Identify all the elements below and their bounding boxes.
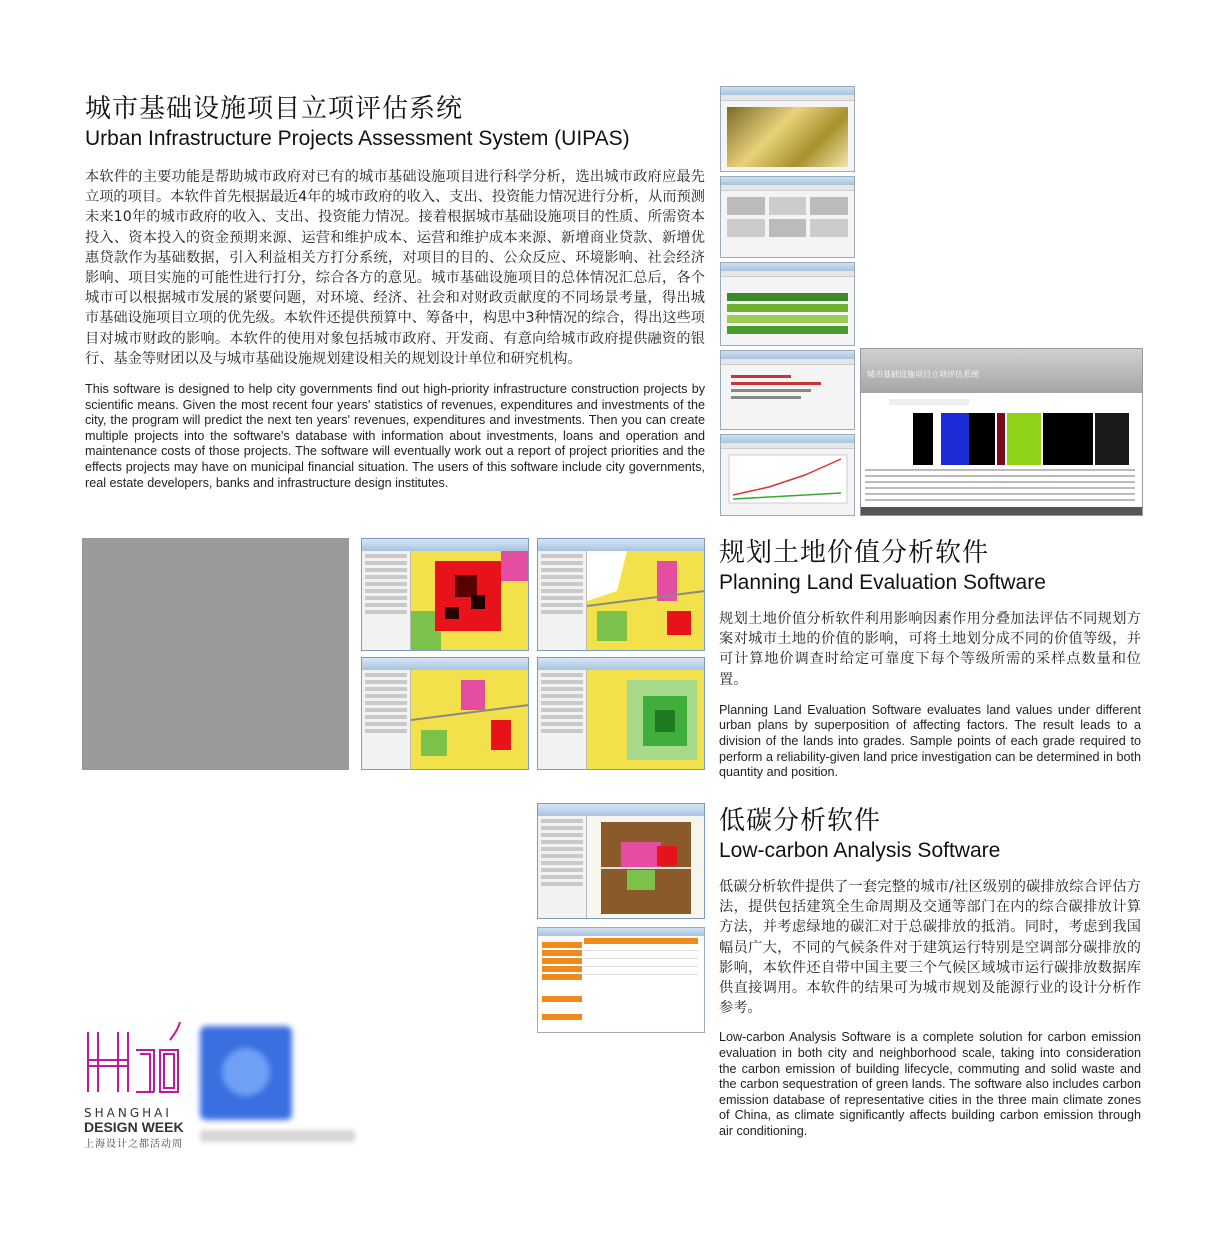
uipas-title-en: Urban Infrastructure Projects Assessment System (UIPAS) bbox=[85, 127, 630, 150]
uipas-screenshot-4 bbox=[720, 350, 855, 430]
land-map-screenshot-3 bbox=[361, 657, 529, 770]
blurred-partner-caption bbox=[200, 1130, 355, 1142]
land-plan-map-3 bbox=[411, 670, 529, 770]
uipas-table-graphic bbox=[861, 393, 1142, 515]
carbon-body-cn: 低碳分析软件提供了一套完整的城市/社区级别的碳排放综合评估方法，提供包括建筑全生命周期及交通等部门在内的综合碳排放计算方法，并考虑绿地的碳汇对于总碳排放的抵消。同时，考虑到我国幅员广大，不同的气候条件对于建筑运行特别是空调部分碳排放的影响，本软件还自带中国主要三个气候区域城市运行碳排放数据库供直接调用。本软件的结果可为城市规划及能源行业的设计分析作参考。 bbox=[719, 879, 1141, 1017]
land-section bbox=[719, 532, 1141, 781]
logo-line-1: SHANGHAI bbox=[84, 1106, 172, 1120]
carbon-table-graphic bbox=[538, 936, 704, 1032]
logo-line-3: 上海设计之都活动周 bbox=[84, 1139, 183, 1150]
carbon-title-en: Low-carbon Analysis Software bbox=[719, 839, 1001, 862]
uipas-project-table-screenshot bbox=[860, 348, 1143, 516]
uipas-screenshot-column bbox=[720, 86, 855, 516]
uipas-screenshot-5 bbox=[720, 434, 855, 516]
carbon-title-cn: 低碳分析软件 bbox=[719, 806, 882, 836]
land-heatmap-green bbox=[587, 670, 705, 770]
carbon-table-screenshot bbox=[537, 927, 705, 1033]
uipas-screenshot-2 bbox=[720, 176, 855, 258]
land-map-screenshot-1 bbox=[361, 538, 529, 651]
uipas-screenshot-3 bbox=[720, 262, 855, 346]
land-body-cn: 规划土地价值分析软件利用影响因素作用分叠加法评估不同规划方案对城市土地的价值的影响，可将土地划分成不同的价值等级，并可计算地价调查时给定可靠度下每个等级所需的采样点数量和位置。 bbox=[719, 611, 1141, 688]
land-title-cn: 规划土地价值分析软件 bbox=[719, 538, 990, 568]
uipas-screen-header: 城市基础设施项目立项评估系统 bbox=[867, 370, 979, 379]
uipas-section bbox=[85, 88, 705, 491]
uipas-body-en: This software is designed to help city governments find out high-priority infrastructure construction projects by scientific means. Given the most recent four years' statistics of revenues, expenditures and investments of the city, the program will predict the next ten years' revenues, expenditures and investments. Then you can create multiple projects into the software's database with information about investments, loans and operation and maintenance costs of those projects. The software will eventually work out a report of project priorities and the effects projects may have on municipal financial situation. The users of this software include city governments, real estate developers, banks and infrastructure design institutes. bbox=[85, 382, 705, 490]
land-title-en: Planning Land Evaluation Software bbox=[719, 571, 1046, 594]
shanghai-design-week-logo bbox=[84, 1020, 194, 1150]
carbon-section bbox=[719, 800, 1141, 1140]
uipas-screenshot-1 bbox=[720, 86, 855, 172]
blurred-partner-logo bbox=[200, 1026, 292, 1120]
uipas-title-cn: 城市基础设施项目立项评估系统 bbox=[85, 94, 464, 124]
hi-logo-icon bbox=[84, 1020, 184, 1100]
uipas-body-cn: 本软件的主要功能是帮助城市政府对已有的城市基础设施项目进行科学分析，选出城市政府应最先立项的项目。本软件首先根据最近4年的城市政府的收入、支出、投资能力情况进行分析，从而预测未来10年的城市政府的收入、支出、投资能力情况。接着根据城市基础设施项目的性质、所需资本投入、资本投入的资金预期来源、运营和维护成本、运营和维护成本来源、新增商业贷款、新增优惠贷款作为基础数据，引入利益相关方打分系统，对项目的目的、公众反应、环境影响、社会经济影响、项目实施的可能性进行打分，综合各方的意见。城市基础设施项目的总体情况汇总后，各个城市可以根据城市发展的紧要问题，对环境、经济、社会和对财政贡献度的不同场景考量，得出城市基础设施项目立项的优先级。本软件还提供预算中、筹备中，构思中3种情况的综合，得出这些项目对城市财政的影响。本软件的使用对象包括城市政府、开发商、有意向给城市政府提供融资的银行、基金等财团以及与城市基础设施规划建设相关的规划设计单位和研究机构。 bbox=[85, 169, 705, 367]
logo-line-2: DESIGN WEEK bbox=[84, 1119, 184, 1135]
carbon-map-screenshot bbox=[537, 803, 705, 919]
land-map-screenshot-2 bbox=[537, 538, 705, 651]
carbon-district-map bbox=[587, 816, 705, 919]
land-body-en: Planning Land Evaluation Software evaluates land values under different urban plans by superposition of affecting factors. The result leads to a division of the lands into grades. Sample points of each grade required to perform a reliability-given land price investigation can be determined in both quantity and position. bbox=[719, 702, 1141, 780]
land-map-screenshot-4 bbox=[537, 657, 705, 770]
land-plan-map-2 bbox=[587, 551, 705, 651]
land-heatmap-red bbox=[411, 551, 529, 651]
placeholder-gray-panel bbox=[82, 538, 349, 770]
carbon-body-en: Low-carbon Analysis Software is a complete solution for carbon emission evaluation in both city and neighborhood scale, taking into consideration the carbon emission of building lifecycle, commuting and solid waste and the carbon sequestration of green lands. The software also includes carbon emission database of representative cities in the three main climate zones of China, as climate significantly affects building carbon emission through air conditioning. bbox=[719, 1030, 1141, 1138]
uipas-line-chart-thumb bbox=[721, 449, 854, 513]
